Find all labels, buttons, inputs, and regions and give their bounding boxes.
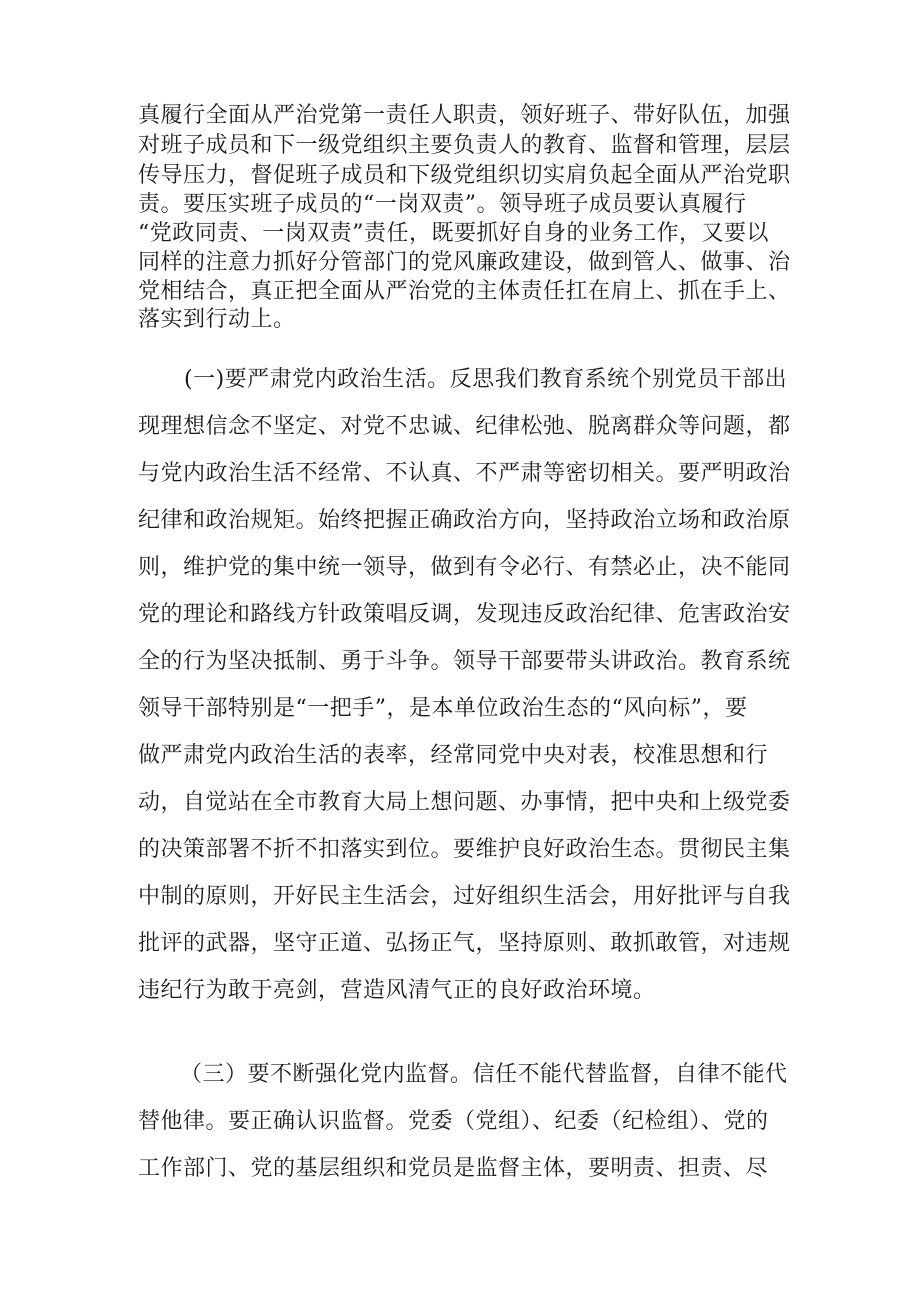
text-line: 纪律和政治规矩。始终把握正确政治方向，坚持政治立场和政治原 bbox=[138, 508, 791, 533]
text-line: 工作部门、党的基层组织和党员是监督主体，要明责、担责、尽 bbox=[138, 1156, 769, 1181]
text-line: （三）要不断强化党内监督。信任不能代替监督，自律不能代 bbox=[180, 1062, 788, 1087]
text-line: 做严肃党内政治生活的表率，经常同党中央对表，校准思想和行 bbox=[138, 743, 769, 768]
text-line: 中制的原则，开好民主生活会，过好组织生活会，用好批评与自我 bbox=[138, 884, 791, 909]
text-line: 传导压力，督促班子成员和下级党组织切实肩负起全面从严治党职 bbox=[138, 163, 791, 188]
text-line: 责。要压实班子成员的“一岗双责”。领导班子成员要认真履行 bbox=[138, 192, 747, 217]
text-line: 真履行全面从严治党第一责任人职责，领好班子、带好队伍，加强 bbox=[138, 103, 791, 128]
text-line: 替他律。要正确认识监督。党委（党组）、纪委（纪检组）、党的 bbox=[138, 1109, 769, 1134]
text-line: 则，维护党的集中统一领导，做到有令必行、有禁必止，决不能同 bbox=[138, 555, 791, 580]
text-line: 现理想信念不坚定、对党不忠诚、纪律松弛、脱离群众等问题，都 bbox=[138, 414, 791, 439]
text-line: 与党内政治生活不经常、不认真、不严肃等密切相关。要严明政治 bbox=[138, 461, 791, 486]
text-line: 领导干部特别是“一把手”，是本单位政治生态的“风向标”，要 bbox=[138, 696, 748, 721]
text-line: (一)要严肃党内政治生活。反思我们教育系统个别党员干部出 bbox=[184, 367, 788, 392]
text-line: 落实到行动上。 bbox=[138, 307, 296, 332]
text-line: 动，自觉站在全市教育大局上想问题、办事情，把中央和上级党委 bbox=[138, 790, 791, 815]
text-line: 同样的注意力抓好分管部门的党风廉政建设，做到管人、做事、治 bbox=[138, 250, 791, 275]
text-line: 党的理论和路线方针政策唱反调，发现违反政治纪律、危害政治安 bbox=[138, 602, 791, 627]
text-line: 党相结合，真正把全面从严治党的主体责任扛在肩上、抓在手上、 bbox=[138, 279, 791, 304]
text-line: 批评的武器，坚守正道、弘扬正气，坚持原则、敢抓敢管，对违规 bbox=[138, 931, 791, 956]
text-line: 违纪行为敢于亮剑，营造风清气正的良好政治环境。 bbox=[138, 978, 656, 1003]
text-line: 对班子成员和下一级党组织主要负责人的教育、监督和管理，层层 bbox=[138, 133, 791, 158]
text-line: 的决策部署不折不扣落实到位。要维护良好政治生态。贯彻民主集 bbox=[138, 837, 791, 862]
text-line: 全的行为坚决抵制、勇于斗争。领导干部要带头讲政治。教育系统 bbox=[138, 649, 791, 674]
text-line: “党政同责、一岗双责”责任，既要抓好自身的业务工作，又要以 bbox=[138, 221, 769, 246]
